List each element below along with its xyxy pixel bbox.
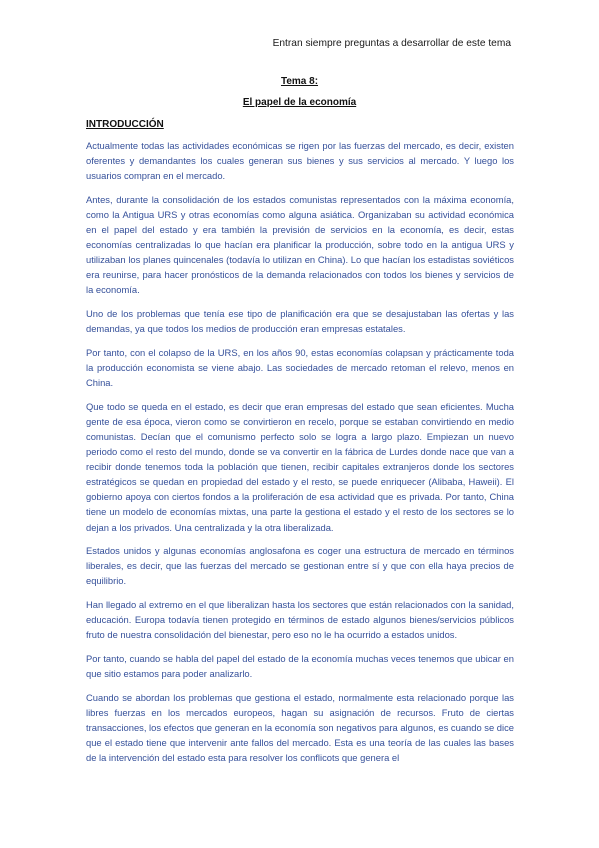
section-heading: INTRODUCCIÓN	[86, 119, 164, 130]
paragraph: Uno de los problemas que tenía ese tipo de planificación era que se desajustaban las ofertas y las demandas, ya que todos los medios de producción eran empresas estatales.	[86, 308, 514, 335]
paragraph: Cuando se abordan los problemas que gestiona el estado, normalmente esta relacionado porque las libres fuerzas en los mercados europeos, hagan su asignación de recursos. Fruto de ciertas transacciones, los efectos que generan en la economía son negativos para algunos, es cuando se dice que el estado tiene que intervenir ante fallos del mercado. Esta es una teoría de las cuales las bases de la intervención del estado esta para resolver los conflicots que genera el	[86, 691, 514, 764]
paragraph: Por tanto, cuando se habla del papel del estado de la economía muchas veces tenemos que ubicar en que sitio estamos para poder analizarlo.	[86, 652, 514, 680]
header-note: Entran siempre preguntas a desarrollar de este tema	[272, 38, 511, 49]
paragraph: Antes, durante la consolidación de los estados comunistas representados con la máxima economía, como la Antigua URS y otras economías como alguna asiática. Organizaban su actividad económica en el papel del estado y era también la previsión de servicios en la economía, es decir, estas economías centralizadas lo que hacían era planificar la producción, sobre todo en la antigua URS y utilizaban los planes quincenales (todavía lo utilizan en China). Lo que hacían los estadistas soviéticos era reunirse, para hacer pronósticos de la demanda relacionados con todos los bienes y servicios de la economía.	[86, 193, 514, 296]
paragraph: Actualmente todas las actividades económicas se rigen por las fuerzas del mercado, es decir, existen oferentes y demandantes los cuales generan sus bienes y sus servicios al mercado. Y luego los usuarios compran en el mercado.	[86, 140, 514, 182]
paragraph: Por tanto, con el colapso de la URS, en los años 90, estas economías colapsan y prácticamente toda la producción economista se viene abajo. Las sociedades de mercado retoman el relevo, menos en China.	[86, 346, 514, 389]
topic-title: El papel de la economía	[242, 97, 357, 108]
paragraph: Que todo se queda en el estado, es decir que eran empresas del estado que sean eficientes. Mucha gente de esa época, vieron como se convirtieron en recelo, porque se estaban convirtiendo en medio comunistas. Decían que el comunismo perfecto solo se logra a largo plazo. Empiezan un nuevo periodo como el resto del mundo, donde se va convertir en la fábrica de Lurdes donde nace que van a recibir donde tenemos toda la población que tienen, recibir capitales extranjeros donde los sectores estratégicos se quedan en propiedad del estado y el resto, se puede enriquecer (Alibaba, Haweii). El gobierno apoya con ciertos fondos a la proliferación de esa actividad que es privada. Por tanto, China tiene un modelo de economías mixtas, una parte la gestiona el estado y el resto de los sectores se lo dejan a los privados. Una centralizada y la otra liberalizada.	[86, 400, 514, 533]
body-text	[86, 138, 514, 774]
topic-number: Tema 8:	[280, 76, 319, 87]
paragraph: Han llegado al extremo en el que liberalizan hasta los sectores que están relacionados con la sanidad, educación. Europa todavía tienen protegido en términos de estado algunos bienes/servicios públicos fruto de nuestra consolidación del bienestar, pero eso no le ha ocurrido a estados unidos.	[86, 599, 514, 641]
paragraph: Estados unidos y algunas economías anglosafona es coger una estructura de mercado en términos liberales, es decir, que las fuerzas del mercado se gestionan entre sí y que con ella haya precios de equilibrio.	[86, 545, 514, 587]
